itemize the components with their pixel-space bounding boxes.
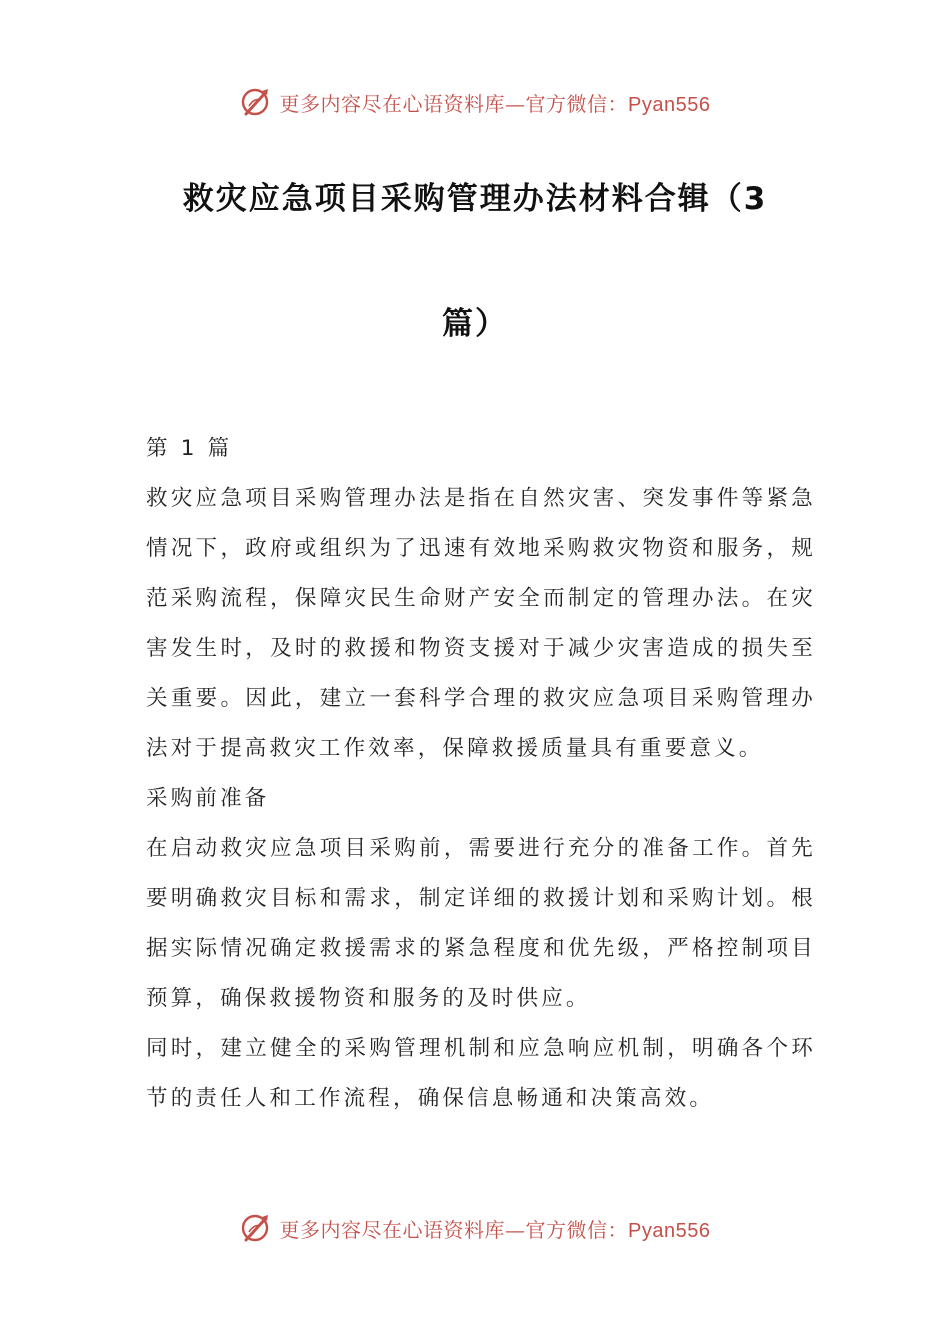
header-banner-label: 更多内容尽在心语资料库—官方微信： — [279, 91, 629, 116]
paragraph-2: 同时，建立健全的采购管理机制和应急响应机制，明确各个环节的责任人和工作流程，确保信息畅通和决策高效。 — [146, 1036, 816, 1111]
document-title-line2: 篇） — [442, 306, 508, 342]
header-banner — [0, 82, 950, 122]
header-banner-text — [280, 88, 711, 117]
document-title-line1: 救灾应急项目采购管理办法材料合辑（3 — [182, 181, 768, 217]
pen-logo-icon — [240, 1212, 272, 1244]
subheading: 采购前准备 — [146, 786, 270, 811]
footer-wechat-id: Pyan556 — [628, 1219, 711, 1242]
document-body — [146, 424, 816, 1124]
header-wechat-id: Pyan556 — [628, 93, 711, 116]
paragraph-1: 在启动救灾应急项目采购前，需要进行充分的准备工作。首先要明确救灾目标和需求，制定详细的救援计划和采购计划。根据实际情况确定救援需求的紧急程度和优先级，严格控制项目预算，确保救援物资和服务的及时供应。 — [146, 836, 816, 1011]
footer-banner-text — [280, 1214, 711, 1243]
footer-banner-label: 更多内容尽在心语资料库—官方微信： — [279, 1217, 629, 1242]
pen-logo-icon — [240, 86, 272, 118]
intro-paragraph: 救灾应急项目采购管理办法是指在自然灾害、突发事件等紧急情况下，政府或组织为了迅速有效地采购救灾物资和服务，规范采购流程，保障灾民生命财产安全而制定的管理办法。在灾害发生时，及时的救援和物资支援对于减少灾害造成的损失至关重要。因此，建立一套科学合理的救灾应急项目采购管理办法对于提高救灾工作效率，保障救援质量具有重要意义。 — [146, 486, 816, 761]
section-label: 第 1 篇 — [146, 436, 233, 461]
footer-banner — [0, 1208, 950, 1248]
